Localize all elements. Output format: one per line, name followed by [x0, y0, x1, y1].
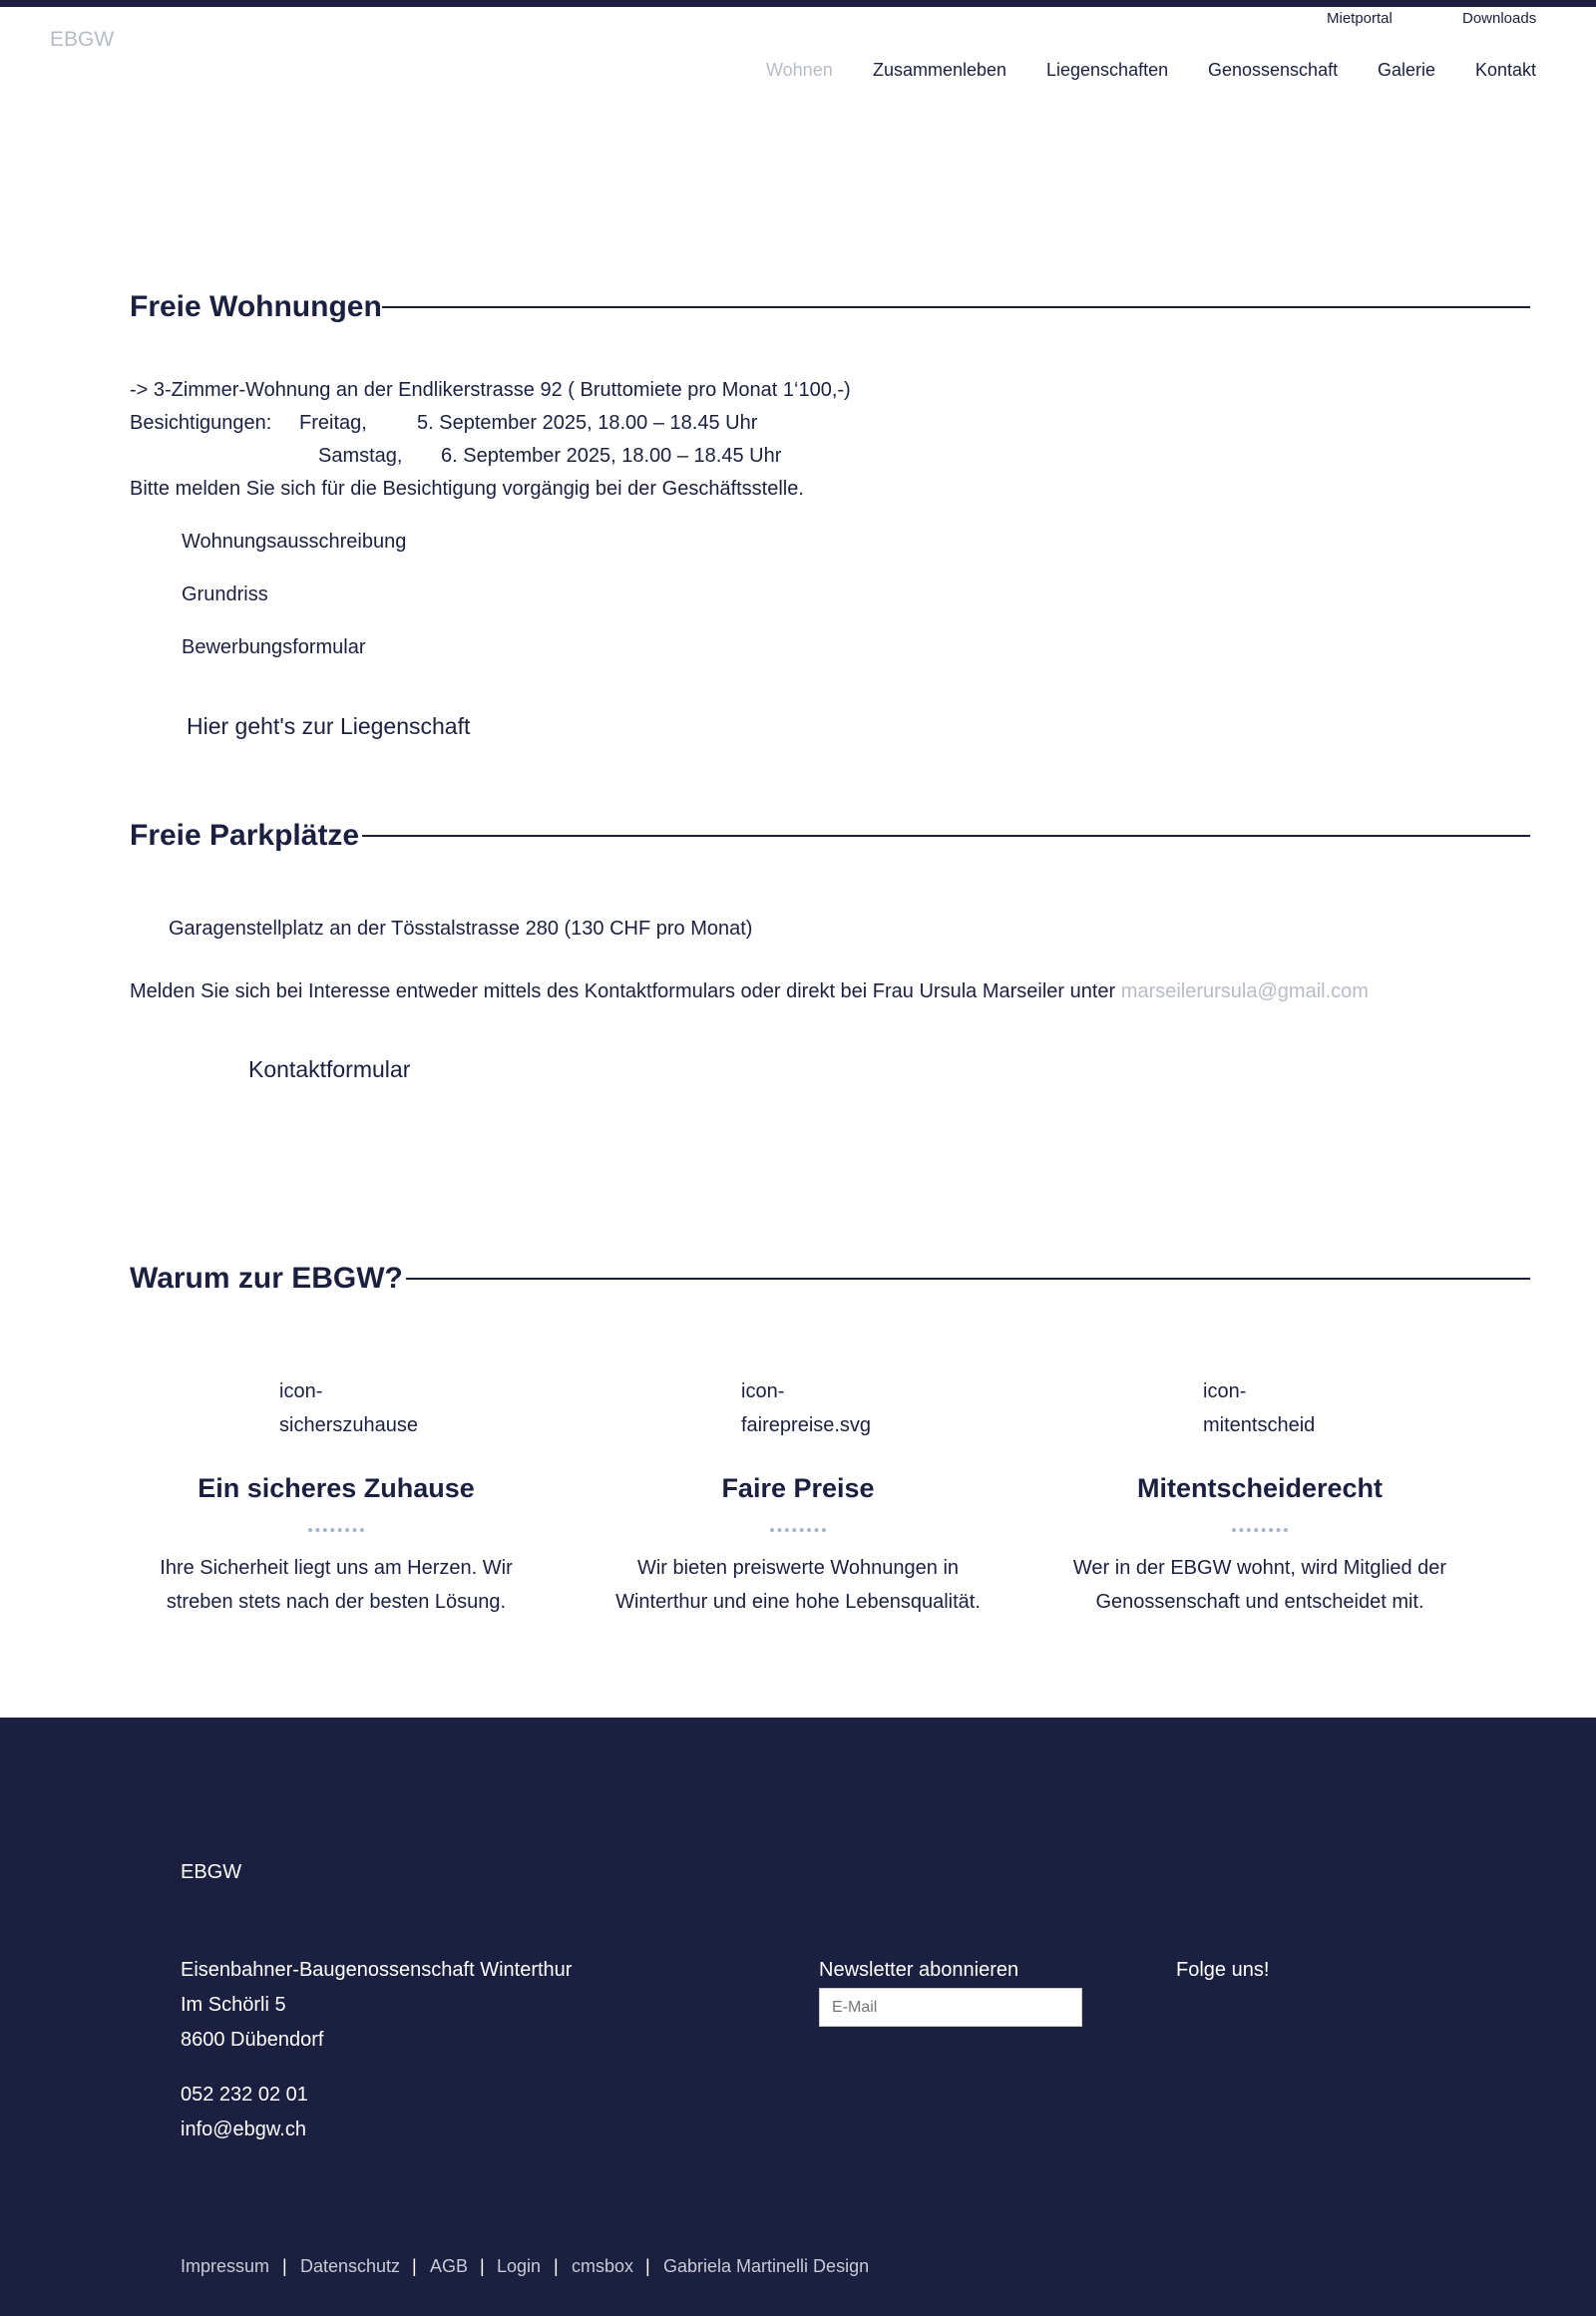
site-footer [0, 1718, 1596, 2316]
newsletter-email-input[interactable] [819, 1988, 1082, 2027]
nav-zusammenleben[interactable]: Zusammenleben [873, 60, 1007, 80]
section-title-apartments: Freie Wohnungen [130, 290, 382, 323]
footer-link-cmsbox[interactable]: cmsbox [572, 2256, 634, 2276]
footer-separator: | [480, 2256, 485, 2276]
feature-title: Faire Preise [721, 1473, 875, 1503]
feature-title: Ein sicheres Zuhause [198, 1473, 475, 1503]
feature-title: Mitentscheiderecht [1136, 1473, 1384, 1503]
section-divider [406, 1278, 1530, 1280]
feature-text-line: Wir bieten preiswerte Wohnungen in [636, 1557, 960, 1579]
contact-form-button[interactable]: Kontaktformular [248, 1056, 411, 1082]
feature-divider [308, 1528, 364, 1532]
feature-text-line: streben stets nach der besten Lösung. [166, 1591, 507, 1613]
feature-text-line: Ihre Sicherheit liegt uns am Herzen. Wir [160, 1557, 513, 1579]
section-divider [362, 835, 1530, 837]
footer-org-name: Eisenbahner-Baugenossenschaft Winterthur [181, 1959, 573, 1981]
feature-text-line: Wer in der EBGW wohnt, wird Mitglied der [1072, 1557, 1447, 1579]
utility-link-mietportal[interactable]: Mietportal [1327, 10, 1393, 27]
footer-link-designer[interactable]: Gabriela Martinelli Design [663, 2256, 870, 2276]
footer-separator: | [554, 2256, 559, 2276]
newsletter-title: Newsletter abonnieren [819, 1959, 1019, 1981]
fair-price-icon: icon-fairepreise.svg [741, 1380, 872, 1436]
footer-city: 8600 Dübendorf [181, 2029, 324, 2051]
follow-us-title: Folge uns! [1176, 1959, 1270, 1981]
viewing-day-1: Freitag, [299, 412, 367, 434]
section-title-parking: Freie Parkplätze [130, 819, 360, 852]
viewing-note: Bitte melden Sie sich für die Besichtigung vorgängig bei der Geschäftsstelle. [130, 478, 804, 500]
viewing-date-1: 5. September 2025, 18.00 – 18.45 Uhr [417, 412, 758, 434]
site-logo[interactable]: EBGW [50, 28, 115, 51]
feature-text-line: Winterthur und eine hohe Lebensqualität. [615, 1591, 981, 1613]
viewing-day-2: Samstag, [318, 445, 403, 467]
footer-link-agb[interactable]: AGB [430, 2256, 469, 2276]
footer-phone[interactable]: 052 232 02 01 [181, 2084, 308, 2106]
footer-separator: | [412, 2256, 417, 2276]
section-title-why: Warum zur EBGW? [130, 1262, 403, 1295]
parking-item: Garagenstellplatz an der Tösstalstrasse 280 (130 CHF pro Monat) [169, 918, 753, 940]
footer-separator: | [282, 2256, 287, 2276]
property-button[interactable]: Hier geht's zur Liegenschaft [187, 713, 471, 739]
link-grundriss[interactable]: Grundriss [182, 583, 268, 605]
nav-galerie[interactable]: Galerie [1378, 60, 1436, 80]
footer-street: Im Schörli 5 [181, 1994, 286, 2016]
footer-link-impressum[interactable]: Impressum [181, 2256, 270, 2276]
viewing-date-2: 6. September 2025, 18.00 – 18.45 Uhr [441, 445, 782, 467]
feature-divider [770, 1528, 826, 1532]
footer-link-login[interactable]: Login [497, 2256, 542, 2276]
footer-separator: | [645, 2256, 650, 2276]
apartment-description: -> 3-Zimmer-Wohnung an der Endlikerstrasse 92 ( Bruttomiete pro Monat 1‘100,-) [130, 379, 851, 401]
nav-genossenschaft[interactable]: Genossenschaft [1208, 60, 1339, 80]
feature-divider [1232, 1528, 1288, 1532]
secure-home-icon: icon-sicherszuhause [279, 1380, 418, 1436]
nav-wohnen[interactable]: Wohnen [766, 60, 833, 80]
footer-logo[interactable]: EBGW [181, 1861, 242, 1883]
footer-link-datenschutz[interactable]: Datenschutz [300, 2256, 401, 2276]
feature-text-line: Genossenschaft und entscheidet mit. [1095, 1591, 1424, 1613]
footer-email[interactable]: info@ebgw.ch [181, 2119, 306, 2140]
section-divider [382, 306, 1530, 308]
nav-kontakt[interactable]: Kontakt [1475, 60, 1537, 80]
viewing-label: Besichtigungen: [130, 412, 272, 434]
top-accent-bar [0, 0, 1596, 7]
utility-link-downloads[interactable]: Downloads [1462, 10, 1537, 27]
parking-contact-text: Melden Sie sich bei Interesse entweder mittels des Kontaktformulars oder direkt bei Frau Ursula Marseiler unter marseilerursula@gmail.com [130, 980, 1369, 1002]
nav-liegenschaften[interactable]: Liegenschaften [1046, 60, 1169, 80]
co-determination-icon: icon-mitentscheid [1203, 1380, 1316, 1436]
link-wohnungsausschreibung[interactable]: Wohnungsausschreibung [182, 531, 407, 553]
contact-email-link[interactable]: marseilerursula@gmail.com [1120, 980, 1369, 1002]
link-bewerbungsformular[interactable]: Bewerbungsformular [182, 636, 366, 658]
